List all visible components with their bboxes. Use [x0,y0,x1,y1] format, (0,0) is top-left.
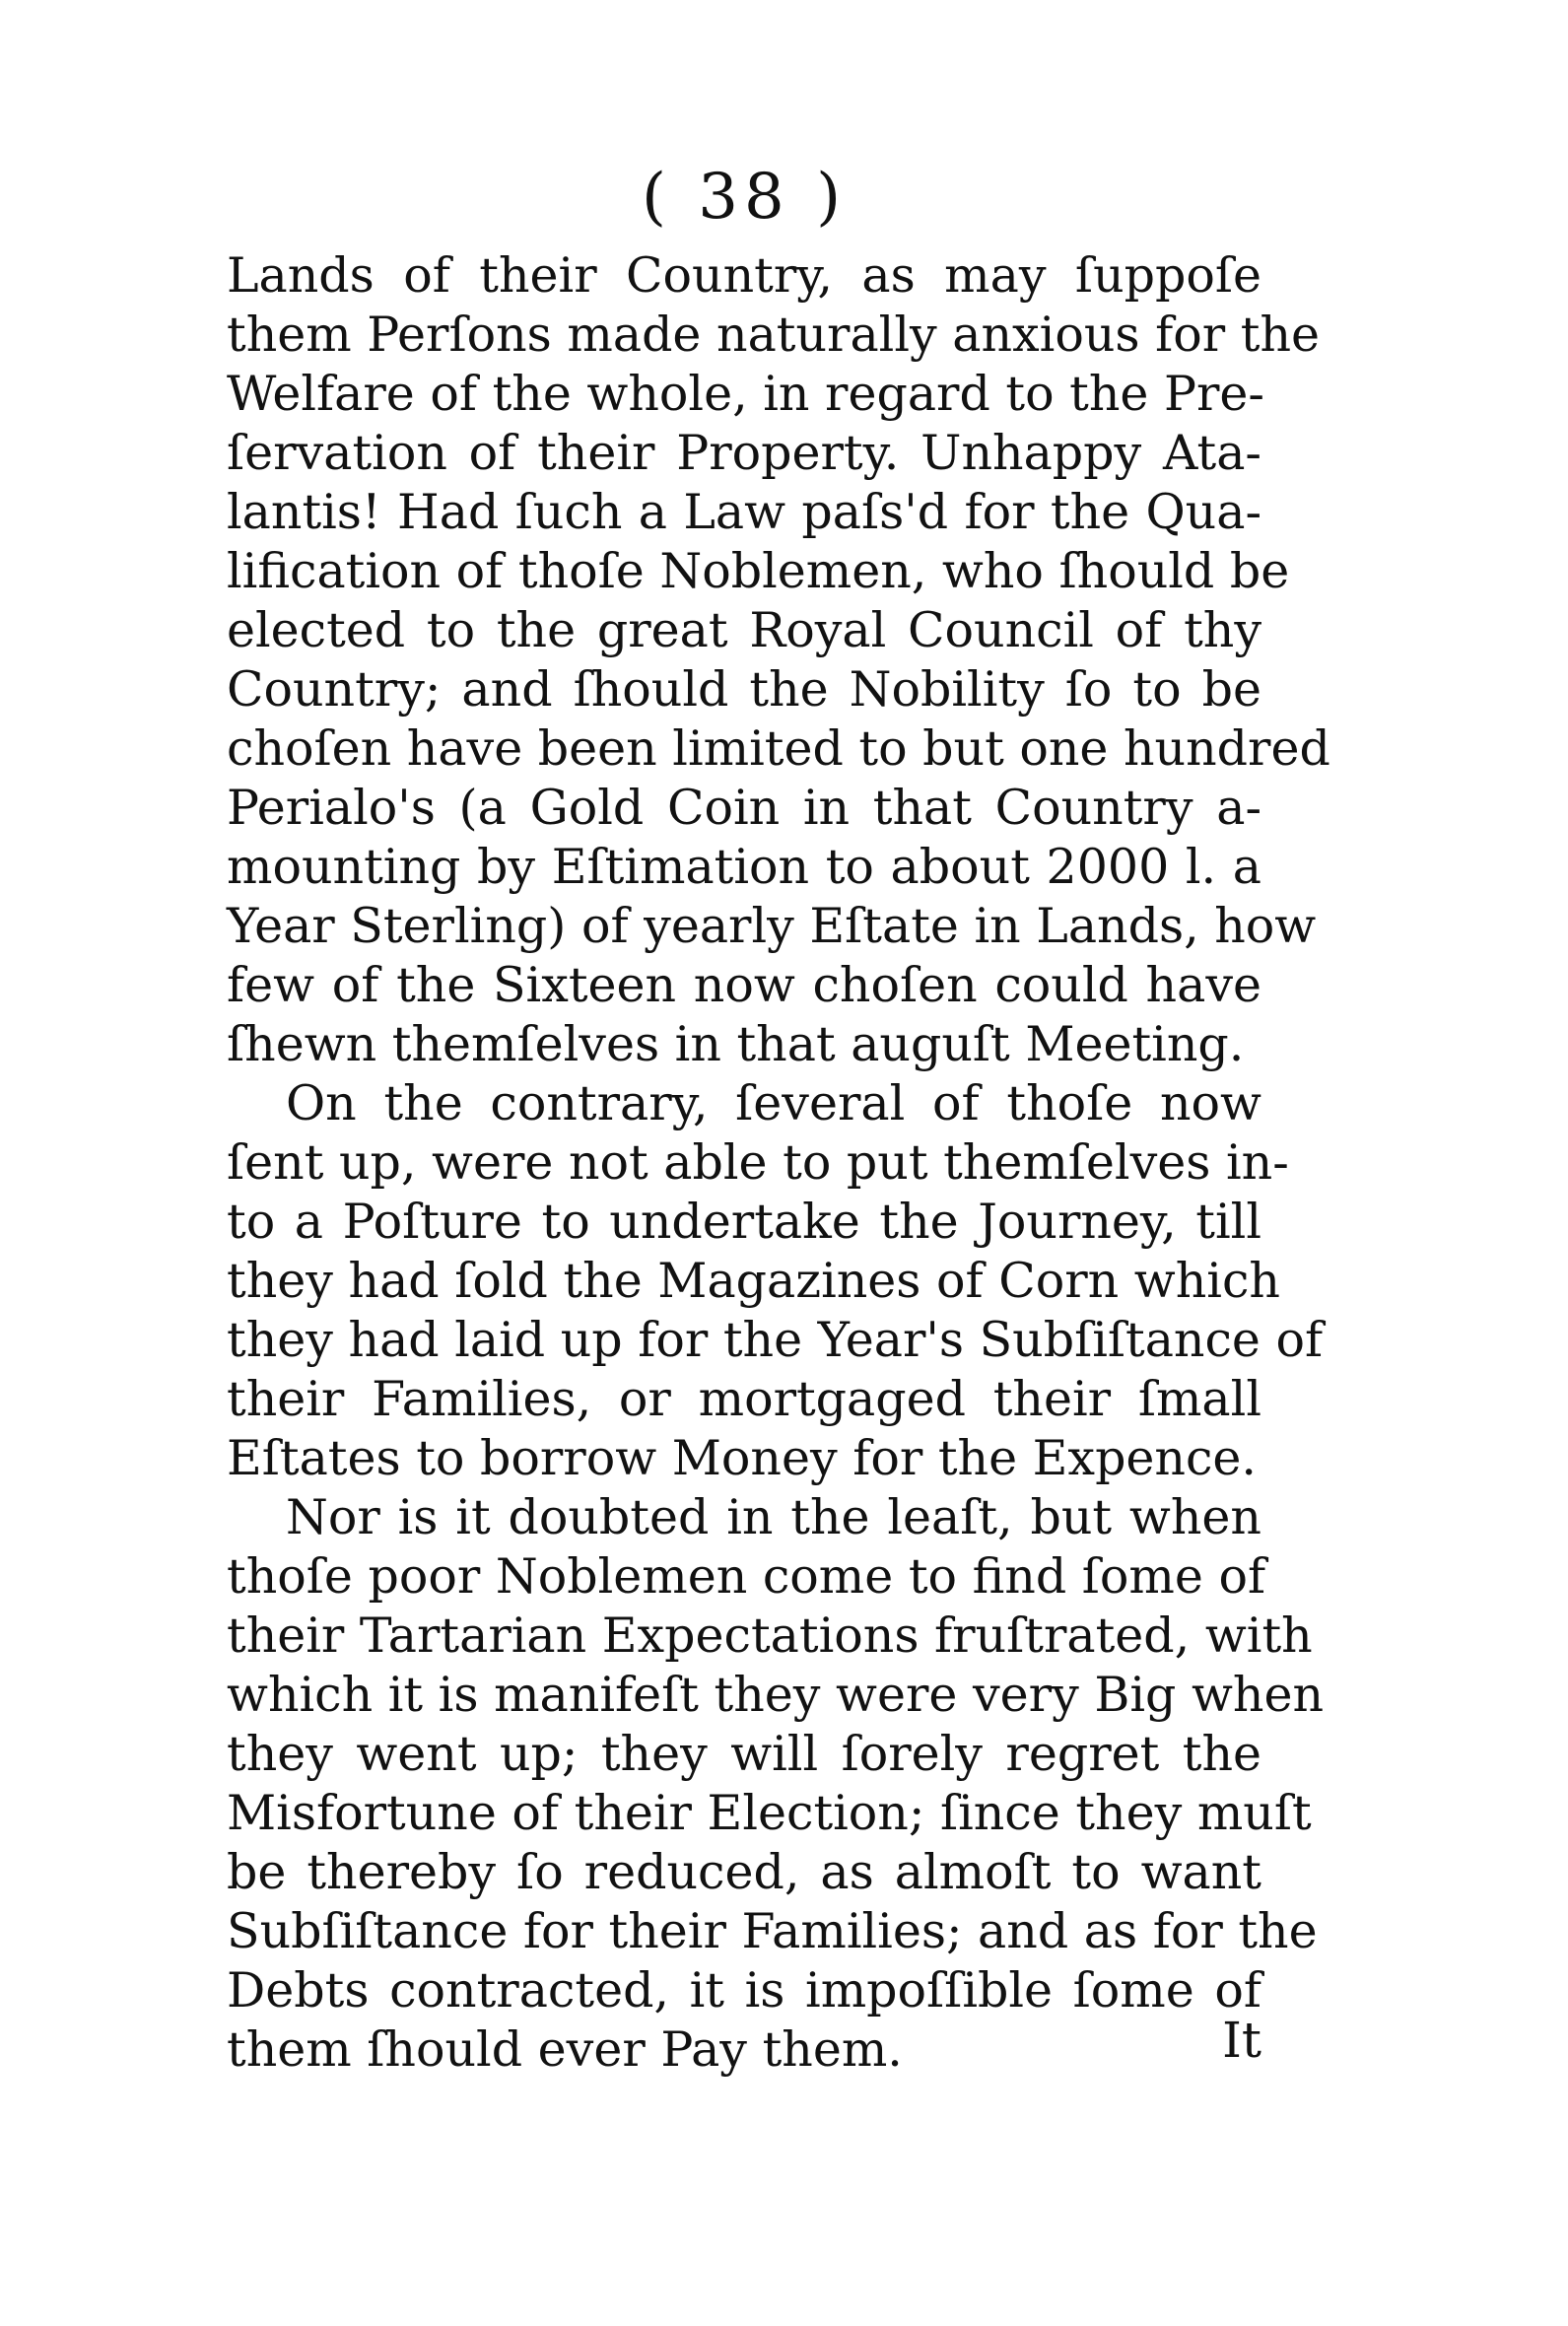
text-line: Debts contracted, it is impoſſible ſome of [227,1962,1261,2018]
catchword: It [1222,2012,1261,2069]
text-line: Misfortune of their Election; ſince they muſt [227,1785,1312,1841]
text-line: lification of thoſe Noblemen, who ſhould be [227,543,1290,599]
text-line: Country; and ſhould the Nobility ſo to be [227,661,1261,718]
text-line: their Tartarian Expectations fruſtrated, with [227,1608,1313,1664]
text-line: lantis! Had ſuch a Law paſs'd for the Qua- [227,484,1261,540]
text-line: mounting by Eſtimation to about 2000 l. a [227,839,1261,895]
text-line: they went up; they will ſorely regret the [227,1726,1261,1782]
text-line: Year Sterling) of yearly Eſtate in Lands, how [227,898,1317,954]
text-line: they had laid up for the Year's Subſiſtance of [227,1312,1324,1368]
text-line: few of the Sixteen now choſen could have [227,957,1261,1013]
text-line: On the contrary, ſeveral of thoſe now [286,1075,1261,1131]
text-line: Welfare of the whole, in regard to the Pre- [227,366,1264,422]
text-line: ſhewn themſelves in that auguſt Meeting. [227,1016,1245,1072]
text-line: choſen have been limited to but one hundred [227,720,1330,777]
text-line: which it is manifeſt they were very Big when [227,1667,1325,1723]
text-line: them Perſons made naturally anxious for the [227,307,1321,363]
text-line: Perialo's (a Gold Coin in that Country a- [227,780,1261,836]
body-text [227,246,1330,2080]
text-line: ſent up, were not able to put themſelves in- [227,1134,1289,1191]
text-line: Subſiſtance for their Families; and as for the [227,1903,1318,1959]
text-line: be thereby ſo reduced, as almoſt to want [227,1844,1261,1900]
text-line: their Families, or mortgaged their ſmall [227,1371,1261,1427]
text-line: ſervation of their Property. Unhappy Ata- [227,425,1261,481]
text-line: thoſe poor Noblemen come to find ſome of [227,1548,1266,1605]
page-number: ( 38 ) [641,161,848,234]
text-line: they had ſold the Magazines of Corn which [227,1253,1280,1309]
text-line: them ſhould ever Pay them. [227,2021,903,2078]
text-line: Nor is it doubted in the leaſt, but when [286,1489,1261,1545]
text-line: Eſtates to borrow Money for the Expence. [227,1430,1258,1486]
text-line: Lands of their Country, as may ſuppoſe [227,247,1261,304]
text-line: elected to the great Royal Council of thy [227,602,1261,658]
text-line: to a Poſture to undertake the Journey, till [227,1194,1261,1250]
